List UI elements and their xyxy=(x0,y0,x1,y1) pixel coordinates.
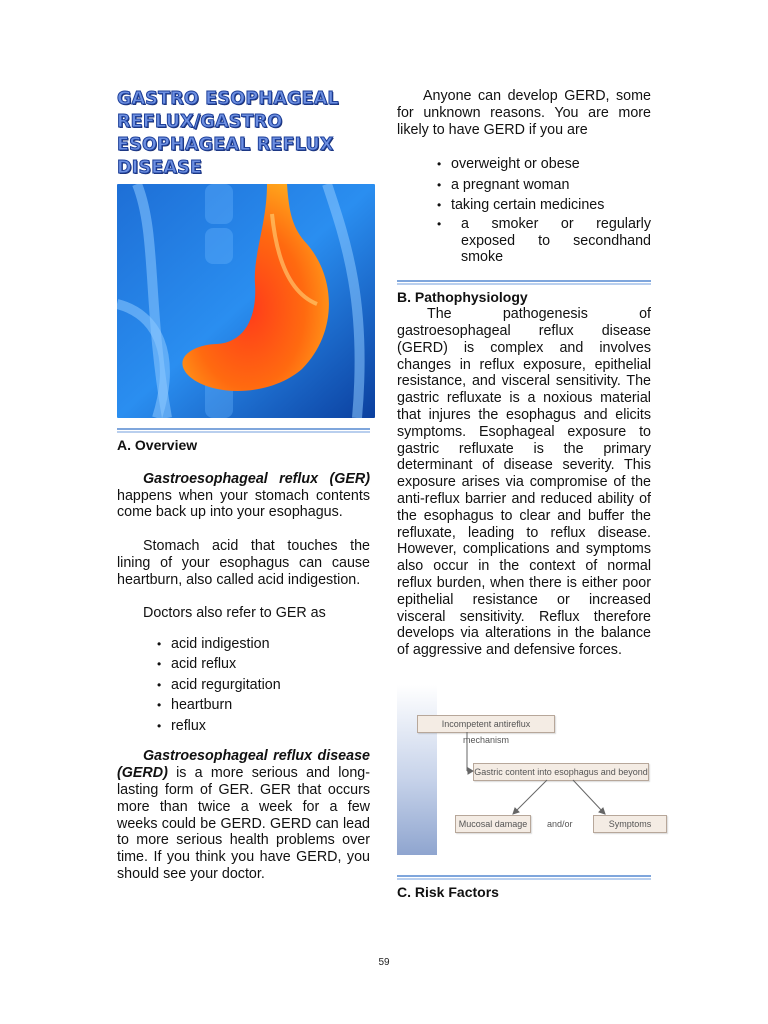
gerd-term: Gastroesophageal reflux disease (GERD) xyxy=(117,748,370,782)
gerd-paragraph xyxy=(117,748,370,882)
risk-factors-heading: C. Risk Factors xyxy=(397,884,499,901)
stomach-icon xyxy=(117,184,375,418)
diagram-box-gastric-content: Gastric content into esophagus and beyond xyxy=(473,763,649,781)
diagram-arrows xyxy=(397,685,665,855)
page-number: 59 xyxy=(378,957,390,968)
section-divider xyxy=(397,280,651,286)
diagram-box-symptoms: Symptoms xyxy=(593,815,667,833)
list-item: • acid reflux xyxy=(157,654,370,675)
section-divider xyxy=(397,875,651,881)
page-title: GASTRO ESOPHAGEAL REFLUX/GASTRO ESOPHAGEAL REFLUX DISEASE xyxy=(117,89,339,178)
acid-paragraph: Stomach acid that touches the lining of your esophagus can cause heartburn, also called acid indigestion. xyxy=(117,537,370,588)
diagram-box-mucosal-damage: Mucosal damage xyxy=(455,815,531,833)
ger-text: happens when your stomach contents come back up into your esophagus. xyxy=(117,487,370,521)
list-item: • overweight or obese xyxy=(437,154,651,175)
aliases-list xyxy=(157,634,370,737)
patho-paragraph: The pathogenesis of gastroesophageal reflux disease (GERD) is complex and involves changes in reflux exposure, epithelial resistance, and visceral sensitivity. The gastric refluxate is a noxious material that injures the esophagus and elicits symptoms. Esophageal exposure to gastric refluxate is the primary determinant of disease severity. This exposure arises via compromise of the anti-reflux barrier and reduced ability of the esophagus to clear and buffer the refluxate, leading to reflux disease. However, complications and symptoms also occur in the context of normal reflux burden, when there is either poor epithelial resistance or increased visceral sensitivity. Reflux therefore develops via alterations in the balance of aggressive and defensive forces. xyxy=(397,306,651,659)
list-item: • reflux xyxy=(157,716,370,737)
risk-intro: Anyone can develop GERD, some for unknown reasons. You are more likely to have GERD if you are xyxy=(397,88,651,138)
list-item: • taking certain medicines xyxy=(437,195,651,216)
list-item: • heartburn xyxy=(157,695,370,716)
right-column xyxy=(397,88,651,901)
list-item: • a pregnant woman xyxy=(437,175,651,196)
list-item: • acid regurgitation xyxy=(157,675,370,696)
overview-heading: A. Overview xyxy=(117,437,198,453)
section-divider xyxy=(117,428,370,434)
list-item: • a smoker or regularly exposed to secondhand smoke xyxy=(437,216,651,266)
stomach-illustration xyxy=(117,184,375,418)
risk-list xyxy=(437,154,651,266)
ger-paragraph xyxy=(117,471,370,521)
ger-term: Gastroesophageal reflux (GER) xyxy=(143,470,370,487)
left-column xyxy=(117,88,370,883)
aliases-intro: Doctors also refer to GER as xyxy=(143,605,326,622)
patho-heading: B. Pathophysiology xyxy=(397,289,528,306)
diagram-connector: and/or xyxy=(547,819,573,830)
diagram-box-antireflux: Incompetent antireflux mechanism xyxy=(417,715,555,733)
pathophysiology-diagram xyxy=(397,685,665,855)
list-item: • acid indigestion xyxy=(157,634,370,655)
gerd-text: is a more serious and long-lasting form of GER. GER that occurs more than twice a week for a few weeks could be GERD. GERD can lead to more serious health problems over time. If you think you have GERD, you should see your doctor. xyxy=(117,765,370,883)
